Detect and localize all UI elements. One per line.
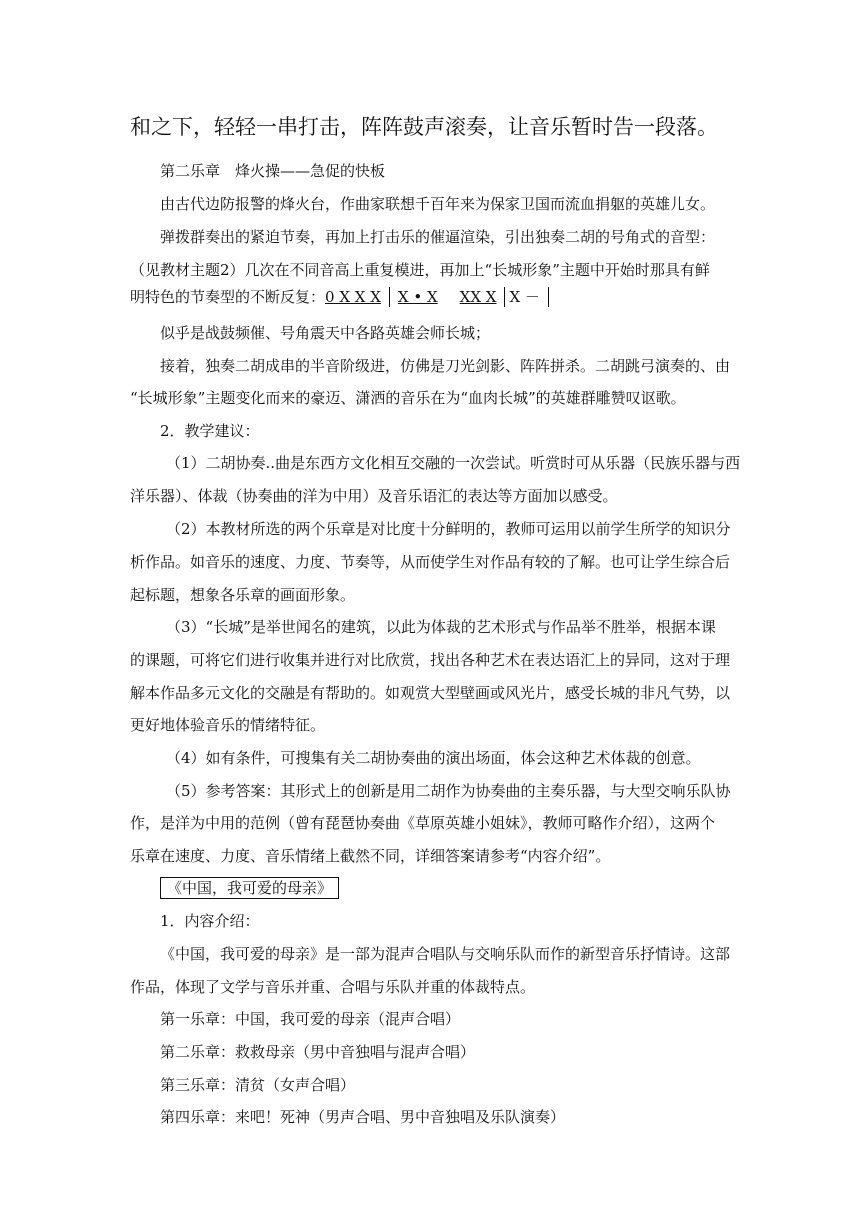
rhythm-line [130, 287, 740, 307]
boxed-title: 《中国，我可爱的母亲》 [160, 877, 339, 899]
paragraph: （4）如有条件，可搜集有关二胡协奏曲的演出场面，体会这种艺术体裁的创意。 [166, 749, 701, 767]
paragraph: 解本作品多元文化的交融是有帮助的。如观赏大型壁画或风光片，感受长城的非凡气势，以 [130, 684, 731, 702]
movement-item: 第四乐章：来吧！死神（男声合唱、男中音独唱及乐队演奏） [160, 1108, 566, 1126]
rhythm-notation [325, 287, 557, 307]
rhythm-group: 0 X X X [325, 288, 381, 306]
rhythm-group: X － [509, 288, 540, 306]
paragraph: 弹拨群奏出的紧迫节奏，再加上打击乐的催逼渲染，引出独奏二胡的号角式的音型： [160, 228, 716, 246]
movement-item: 第二乐章：救救母亲（男中音独唱与混声合唱） [160, 1043, 476, 1061]
paragraph: 的课题，可将它们进行收集并进行对比欣赏，找出各种艺术在表达语汇上的异同，这对于理 [130, 651, 731, 669]
paragraph: 作品，体现了文学与音乐并重、合唱与乐队并重的体裁特点。 [130, 978, 536, 996]
movement-item: 第一乐章：中国，我可爱的母亲（混声合唱） [160, 1010, 461, 1028]
paragraph: 洋乐器）、体裁（协奏曲的洋为中用）及音乐语汇的表达等方面加以感受。 [130, 487, 618, 505]
paragraph: 似乎是战鼓频催、号角震天中各路英雄会师长城； [160, 324, 491, 342]
paragraph: 乐章在速度、力度、音乐情绪上截然不同，详细答案请参考“内容介绍”。 [130, 847, 611, 865]
section-heading: 2．教学建议： [160, 422, 260, 440]
movement-heading: 第二乐章 烽火操——急促的快板 [160, 162, 386, 180]
barline [548, 287, 549, 307]
paragraph: 作，是洋为中用的范例（曾有琵琶协奏曲《草原英雄小姐妹》，教师可略作介绍），这两个 [130, 814, 716, 832]
rhythm-group: X • X [397, 288, 438, 306]
paragraph-top: 和之下，轻轻一串打击，阵阵鼓声滚奏，让音乐暂时告一段落。 [130, 115, 718, 139]
paragraph: 《中国，我可爱的母亲》是一部为混声合唱队与交响乐队而作的新型音乐抒情诗。这部 [160, 945, 731, 963]
paragraph: 更好地体验音乐的情绪特征。 [130, 716, 326, 734]
section-heading: 1．内容介绍： [160, 912, 260, 930]
paragraph: 析作品。如音乐的速度、力度、节奏等，从而使学生对作品有较的了解。也可让学生综合后 [130, 553, 731, 571]
paragraph: （2）本教材所选的两个乐章是对比度十分鲜明的，教师可运用以前学生所学的知识分 [166, 520, 731, 538]
paragraph: （5）参考答案：其形式上的创新是用二胡作为协奏曲的主奏乐器，与大型交响乐队协 [166, 782, 731, 800]
barline [389, 287, 390, 307]
rhythm-group: XX X [459, 288, 497, 306]
paragraph: 接着，独奏二胡成串的半音阶级进，仿佛是刀光剑影、阵阵拼杀。二胡跳弓演奏的、由 [160, 357, 731, 375]
paragraph: （3）“长城”是举世闻名的建筑，以此为体裁的艺术形式与作品举不胜举，根据本课 [166, 618, 716, 636]
paragraph: 起标题，想象各乐章的画面形象。 [130, 586, 356, 604]
boxed-title-line [160, 877, 740, 899]
paragraph: 由古代边防报警的烽火台，作曲家联想千百年来为保家卫国而流血捐躯的英雄儿女。 [160, 195, 716, 213]
barline [504, 287, 505, 307]
paragraph: （1）二胡协奏..曲是东西方文化相互交融的一次尝试。听赏时可从乐器（民族乐器与西 [166, 454, 740, 472]
paragraph: （见教材主题2）几次在不同音高上重复模进，再加上“长城形象”主题中开始时那具有鲜 [130, 261, 710, 279]
paragraph: “长城形象”主题变化而来的豪迈、潇洒的音乐在为“血肉长城”的英雄群雕赞叹讴歌。 [130, 389, 686, 407]
movement-item: 第三乐章：清贫（女声合唱） [160, 1076, 356, 1094]
paragraph: 明特色的节奏型的不断反复： [130, 288, 326, 306]
